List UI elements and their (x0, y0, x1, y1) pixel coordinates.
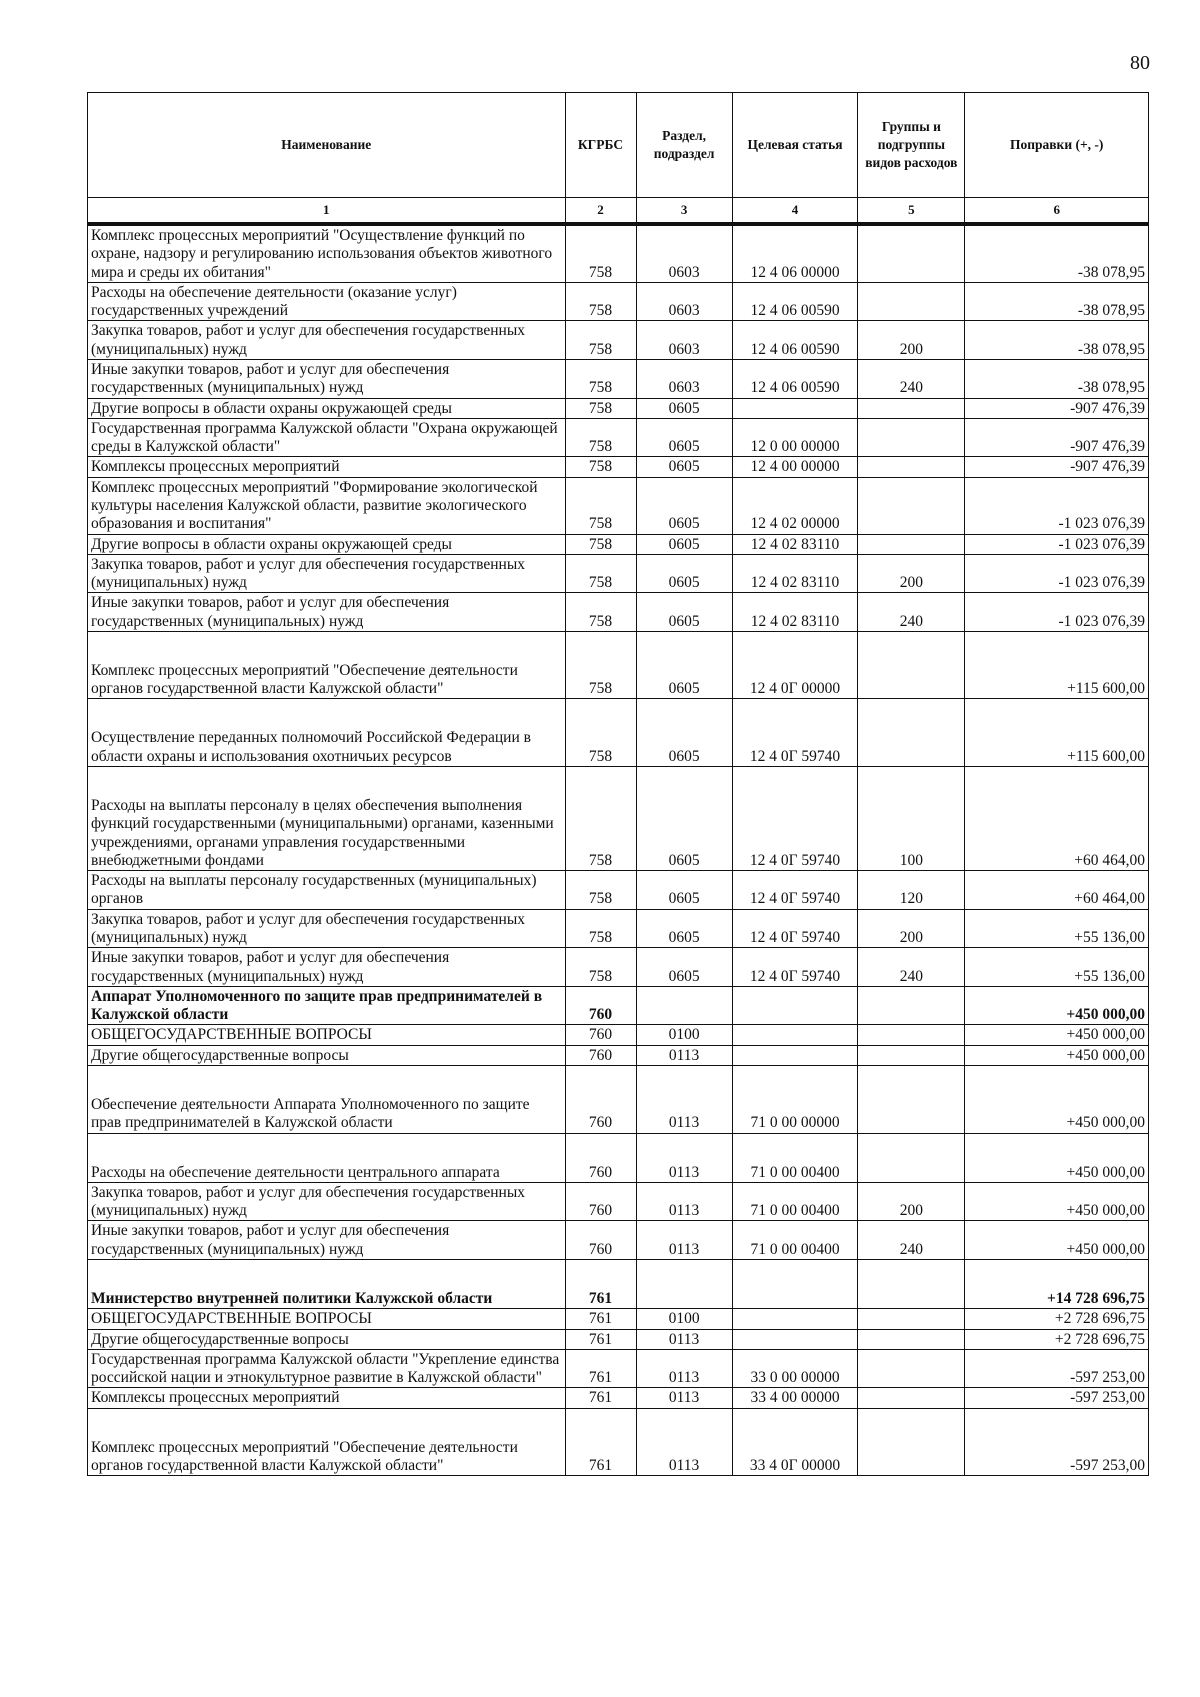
spacer-cell (732, 699, 858, 729)
table-row (88, 871, 1149, 910)
row-kgrbs-cell: 758 (565, 909, 636, 948)
column-number: 1 (88, 198, 566, 225)
table-row (88, 1025, 1149, 1045)
row-article-cell: 12 4 06 00590 (732, 282, 858, 321)
spacer-cell (565, 699, 636, 729)
row-kgrbs-cell: 758 (565, 554, 636, 593)
row-expense-group-cell (858, 661, 965, 699)
row-section-cell: 0603 (636, 321, 732, 360)
row-expense-group-cell (858, 1388, 965, 1408)
row-kgrbs-cell: 758 (565, 534, 636, 554)
row-section-cell: 0113 (636, 1163, 732, 1183)
header-name: Наименование (88, 93, 566, 198)
spacer-row (88, 1133, 1149, 1163)
row-section-cell: 0605 (636, 728, 732, 766)
row-kgrbs-cell: 758 (565, 728, 636, 766)
row-amount-cell: -38 078,95 (965, 282, 1149, 321)
row-article-cell (732, 1045, 858, 1065)
table-row (88, 909, 1149, 948)
row-amount-cell: -597 253,00 (965, 1438, 1149, 1476)
spacer-row (88, 1065, 1149, 1095)
row-expense-group-cell: 240 (858, 593, 965, 632)
row-kgrbs-cell: 760 (565, 1025, 636, 1045)
row-expense-group-cell (858, 1349, 965, 1388)
spacer-cell (732, 1133, 858, 1163)
table-row (88, 796, 1149, 871)
row-name-cell: Другие общегосударственные вопросы (88, 1045, 566, 1065)
spacer-cell (636, 1259, 732, 1289)
row-kgrbs-cell: 758 (565, 282, 636, 321)
row-article-cell: 33 4 00 00000 (732, 1388, 858, 1408)
row-article-cell: 12 4 02 83110 (732, 554, 858, 593)
header-kgrbs: КГРБС (565, 93, 636, 198)
row-name-cell: Аппарат Уполномоченного по защите прав предпринимателей в Калужской области (88, 986, 566, 1025)
row-amount-cell: -1 023 076,39 (965, 534, 1149, 554)
row-name-cell: Иные закупки товаров, работ и услуг для обеспечения государственных (муниципальных) нужд (88, 1221, 566, 1260)
row-expense-group-cell (858, 1309, 965, 1329)
spacer-cell (965, 631, 1149, 661)
row-section-cell: 0100 (636, 1025, 732, 1045)
row-article-cell: 12 4 0Г 59740 (732, 871, 858, 910)
spacer-cell (88, 1065, 566, 1095)
row-section-cell: 0605 (636, 871, 732, 910)
row-kgrbs-cell: 758 (565, 321, 636, 360)
spacer-cell (858, 699, 965, 729)
row-kgrbs-cell: 761 (565, 1438, 636, 1476)
column-number: 4 (732, 198, 858, 225)
row-name-cell: Обеспечение деятельности Аппарата Уполномоченного по защите прав предпринимателей в Калужской области (88, 1095, 566, 1133)
spacer-cell (88, 631, 566, 661)
spacer-cell (88, 1259, 566, 1289)
spacer-cell (636, 631, 732, 661)
row-kgrbs-cell: 760 (565, 1045, 636, 1065)
row-amount-cell: +450 000,00 (965, 1025, 1149, 1045)
table-row (88, 1349, 1149, 1388)
table-row (88, 1388, 1149, 1408)
row-amount-cell: +450 000,00 (965, 1182, 1149, 1221)
row-name-cell: ОБЩЕГОСУДАРСТВЕННЫЕ ВОПРОСЫ (88, 1309, 566, 1329)
row-amount-cell: +2 728 696,75 (965, 1329, 1149, 1349)
column-number: 6 (965, 198, 1149, 225)
row-name-cell: Комплекс процессных мероприятий "Обеспечение деятельности органов государственной власти Калужской области" (88, 1438, 566, 1476)
row-section-cell: 0603 (636, 224, 732, 282)
spacer-cell (636, 767, 732, 797)
row-name-cell: Осуществление переданных полномочий Российской Федерации в области охраны и использования охотничьих ресурсов (88, 728, 566, 766)
row-expense-group-cell (858, 1438, 965, 1476)
row-kgrbs-cell: 760 (565, 1182, 636, 1221)
row-section-cell: 0603 (636, 359, 732, 398)
row-amount-cell: +450 000,00 (965, 1095, 1149, 1133)
column-number: 5 (858, 198, 965, 225)
row-expense-group-cell (858, 224, 965, 282)
row-name-cell: Министерство внутренней политики Калужской области (88, 1289, 566, 1309)
row-name-cell: Комплекс процессных мероприятий "Осуществление функций по охране, надзору и регулированию использования объектов животного мира и среды их обитания" (88, 224, 566, 282)
row-article-cell: 33 0 00 00000 (732, 1349, 858, 1388)
row-article-cell (732, 986, 858, 1025)
row-expense-group-cell: 100 (858, 796, 965, 871)
spacer-cell (732, 767, 858, 797)
row-kgrbs-cell: 758 (565, 871, 636, 910)
row-name-cell: Государственная программа Калужской области "Охрана окружающей среды в Калужской области" (88, 418, 566, 457)
row-section-cell: 0100 (636, 1309, 732, 1329)
spacer-cell (858, 1065, 965, 1095)
table-row (88, 534, 1149, 554)
header-article: Целевая статья (732, 93, 858, 198)
row-amount-cell: -1 023 076,39 (965, 593, 1149, 632)
row-name-cell: Комплекс процессных мероприятий "Обеспечение деятельности органов государственной власти Калужской области" (88, 661, 566, 699)
row-kgrbs-cell: 761 (565, 1309, 636, 1329)
table-row (88, 457, 1149, 477)
spacer-cell (965, 1133, 1149, 1163)
table-body (88, 224, 1149, 1476)
row-amount-cell: +450 000,00 (965, 1221, 1149, 1260)
spacer-cell (965, 699, 1149, 729)
row-article-cell: 12 4 06 00000 (732, 224, 858, 282)
row-amount-cell: -597 253,00 (965, 1388, 1149, 1408)
table-row (88, 1163, 1149, 1183)
spacer-cell (858, 1408, 965, 1438)
row-name-cell: Другие вопросы в области охраны окружающей среды (88, 534, 566, 554)
row-expense-group-cell: 200 (858, 1182, 965, 1221)
row-section-cell: 0113 (636, 1221, 732, 1260)
spacer-cell (965, 767, 1149, 797)
row-expense-group-cell (858, 398, 965, 418)
row-section-cell: 0113 (636, 1349, 732, 1388)
row-expense-group-cell: 240 (858, 359, 965, 398)
spacer-cell (88, 1408, 566, 1438)
row-kgrbs-cell: 758 (565, 661, 636, 699)
row-expense-group-cell: 200 (858, 909, 965, 948)
row-section-cell: 0605 (636, 909, 732, 948)
column-number: 2 (565, 198, 636, 225)
row-name-cell: Комплексы процессных мероприятий (88, 1388, 566, 1408)
row-kgrbs-cell: 758 (565, 796, 636, 871)
spacer-cell (88, 1133, 566, 1163)
row-section-cell: 0605 (636, 948, 732, 987)
spacer-cell (565, 1408, 636, 1438)
spacer-row (88, 767, 1149, 797)
row-expense-group-cell: 120 (858, 871, 965, 910)
row-amount-cell: +450 000,00 (965, 1163, 1149, 1183)
row-expense-group-cell (858, 534, 965, 554)
row-article-cell: 71 0 00 00400 (732, 1221, 858, 1260)
row-expense-group-cell (858, 986, 965, 1025)
column-number: 3 (636, 198, 732, 225)
spacer-row (88, 699, 1149, 729)
table-row (88, 1438, 1149, 1476)
page-number: 80 (1130, 52, 1150, 74)
row-kgrbs-cell: 760 (565, 986, 636, 1025)
spacer-row (88, 1408, 1149, 1438)
row-amount-cell: -597 253,00 (965, 1349, 1149, 1388)
row-section-cell: 0605 (636, 554, 732, 593)
row-section-cell: 0605 (636, 796, 732, 871)
row-kgrbs-cell: 761 (565, 1329, 636, 1349)
row-amount-cell: -907 476,39 (965, 457, 1149, 477)
row-name-cell: Расходы на выплаты персоналу в целях обеспечения выполнения функций государственными (муниципальными) органами, казенными учреждениями, органами управления государственными внебюджетными фондами (88, 796, 566, 871)
table-row (88, 418, 1149, 457)
row-expense-group-cell (858, 728, 965, 766)
table-row (88, 224, 1149, 282)
row-amount-cell: +14 728 696,75 (965, 1289, 1149, 1309)
row-section-cell: 0605 (636, 398, 732, 418)
spacer-cell (858, 1133, 965, 1163)
spacer-cell (565, 631, 636, 661)
spacer-cell (965, 1259, 1149, 1289)
row-amount-cell: -907 476,39 (965, 418, 1149, 457)
row-kgrbs-cell: 758 (565, 418, 636, 457)
row-section-cell (636, 986, 732, 1025)
table-row (88, 1182, 1149, 1221)
row-amount-cell: +450 000,00 (965, 986, 1149, 1025)
row-amount-cell: -38 078,95 (965, 321, 1149, 360)
row-article-cell: 12 4 0Г 59740 (732, 796, 858, 871)
table-row (88, 477, 1149, 534)
budget-amendments-table (87, 92, 1149, 1476)
row-article-cell: 12 4 0Г 59740 (732, 948, 858, 987)
row-kgrbs-cell: 758 (565, 477, 636, 534)
row-expense-group-cell (858, 282, 965, 321)
row-section-cell: 0113 (636, 1182, 732, 1221)
row-kgrbs-cell: 761 (565, 1388, 636, 1408)
table-row (88, 661, 1149, 699)
row-article-cell: 12 4 02 00000 (732, 477, 858, 534)
row-article-cell: 12 4 06 00590 (732, 321, 858, 360)
row-kgrbs-cell: 758 (565, 593, 636, 632)
row-kgrbs-cell: 761 (565, 1289, 636, 1309)
row-article-cell: 71 0 00 00000 (732, 1095, 858, 1133)
row-article-cell (732, 1329, 858, 1349)
row-kgrbs-cell: 760 (565, 1221, 636, 1260)
row-expense-group-cell (858, 1025, 965, 1045)
row-section-cell: 0605 (636, 593, 732, 632)
spacer-cell (636, 699, 732, 729)
spacer-cell (636, 1408, 732, 1438)
row-amount-cell: +55 136,00 (965, 909, 1149, 948)
row-expense-group-cell: 240 (858, 948, 965, 987)
spacer-cell (858, 631, 965, 661)
row-section-cell: 0605 (636, 661, 732, 699)
row-section-cell: 0605 (636, 534, 732, 554)
row-article-cell (732, 1025, 858, 1045)
row-expense-group-cell (858, 418, 965, 457)
row-section-cell: 0113 (636, 1388, 732, 1408)
row-expense-group-cell (858, 1045, 965, 1065)
table-row (88, 359, 1149, 398)
row-amount-cell: +55 136,00 (965, 948, 1149, 987)
row-article-cell: 71 0 00 00400 (732, 1182, 858, 1221)
row-article-cell: 33 4 0Г 00000 (732, 1438, 858, 1476)
header-section: Раздел, подраздел (636, 93, 732, 198)
row-name-cell: Закупка товаров, работ и услуг для обеспечения государственных (муниципальных) нужд (88, 321, 566, 360)
row-amount-cell: +115 600,00 (965, 661, 1149, 699)
row-section-cell: 0113 (636, 1329, 732, 1349)
row-article-cell (732, 1289, 858, 1309)
row-expense-group-cell: 240 (858, 1221, 965, 1260)
spacer-cell (88, 767, 566, 797)
row-name-cell: Закупка товаров, работ и услуг для обеспечения государственных (муниципальных) нужд (88, 909, 566, 948)
row-amount-cell: -38 078,95 (965, 359, 1149, 398)
row-kgrbs-cell: 758 (565, 359, 636, 398)
row-article-cell: 12 4 06 00590 (732, 359, 858, 398)
spacer-cell (732, 1065, 858, 1095)
row-article-cell: 71 0 00 00400 (732, 1163, 858, 1183)
row-name-cell: Закупка товаров, работ и услуг для обеспечения государственных (муниципальных) нужд (88, 1182, 566, 1221)
row-amount-cell: +60 464,00 (965, 796, 1149, 871)
spacer-cell (858, 1259, 965, 1289)
row-expense-group-cell (858, 1289, 965, 1309)
row-section-cell: 0605 (636, 457, 732, 477)
spacer-cell (965, 1408, 1149, 1438)
row-amount-cell: -1 023 076,39 (965, 554, 1149, 593)
row-kgrbs-cell: 758 (565, 457, 636, 477)
row-kgrbs-cell: 758 (565, 224, 636, 282)
row-amount-cell: -1 023 076,39 (965, 477, 1149, 534)
row-amount-cell: +2 728 696,75 (965, 1309, 1149, 1329)
row-section-cell (636, 1289, 732, 1309)
header-amendments: Поправки (+, -) (965, 93, 1149, 198)
spacer-cell (732, 1259, 858, 1289)
row-amount-cell: -38 078,95 (965, 224, 1149, 282)
table-row (88, 1095, 1149, 1133)
row-section-cell: 0605 (636, 418, 732, 457)
row-name-cell: Комплексы процессных мероприятий (88, 457, 566, 477)
spacer-cell (565, 1133, 636, 1163)
row-article-cell: 12 4 02 83110 (732, 534, 858, 554)
table-row (88, 1329, 1149, 1349)
row-article-cell: 12 4 0Г 59740 (732, 728, 858, 766)
row-kgrbs-cell: 758 (565, 398, 636, 418)
row-expense-group-cell: 200 (858, 554, 965, 593)
row-name-cell: Государственная программа Калужской области "Укрепление единства российской нации и этнокультурное развитие в Калужской области" (88, 1349, 566, 1388)
row-name-cell: Расходы на обеспечение деятельности центрального аппарата (88, 1163, 566, 1183)
spacer-row (88, 1259, 1149, 1289)
row-section-cell: 0605 (636, 477, 732, 534)
row-name-cell: Расходы на выплаты персоналу государственных (муниципальных) органов (88, 871, 566, 910)
row-kgrbs-cell: 760 (565, 1163, 636, 1183)
row-article-cell: 12 0 00 00000 (732, 418, 858, 457)
row-amount-cell: -907 476,39 (965, 398, 1149, 418)
row-name-cell: Другие общегосударственные вопросы (88, 1329, 566, 1349)
spacer-cell (636, 1065, 732, 1095)
row-article-cell: 12 4 0Г 00000 (732, 661, 858, 699)
row-name-cell: Закупка товаров, работ и услуг для обеспечения государственных (муниципальных) нужд (88, 554, 566, 593)
row-name-cell: Иные закупки товаров, работ и услуг для обеспечения государственных (муниципальных) нужд (88, 359, 566, 398)
row-amount-cell: +115 600,00 (965, 728, 1149, 766)
row-name-cell: Расходы на обеспечение деятельности (оказание услуг) государственных учреждений (88, 282, 566, 321)
row-name-cell: ОБЩЕГОСУДАРСТВЕННЫЕ ВОПРОСЫ (88, 1025, 566, 1045)
table-row (88, 986, 1149, 1025)
row-name-cell: Иные закупки товаров, работ и услуг для обеспечения государственных (муниципальных) нужд (88, 948, 566, 987)
row-amount-cell: +450 000,00 (965, 1045, 1149, 1065)
row-amount-cell: +60 464,00 (965, 871, 1149, 910)
table-row (88, 1045, 1149, 1065)
row-article-cell: 12 4 02 83110 (732, 593, 858, 632)
table-row (88, 321, 1149, 360)
row-expense-group-cell (858, 1329, 965, 1349)
spacer-cell (965, 1065, 1149, 1095)
spacer-cell (565, 1259, 636, 1289)
spacer-cell (732, 1408, 858, 1438)
row-section-cell: 0113 (636, 1095, 732, 1133)
spacer-cell (636, 1133, 732, 1163)
table-row (88, 1309, 1149, 1329)
row-article-cell: 12 4 0Г 59740 (732, 909, 858, 948)
row-kgrbs-cell: 758 (565, 948, 636, 987)
spacer-cell (858, 767, 965, 797)
row-kgrbs-cell: 760 (565, 1095, 636, 1133)
spacer-cell (565, 1065, 636, 1095)
row-expense-group-cell: 200 (858, 321, 965, 360)
spacer-cell (732, 631, 858, 661)
row-article-cell: 12 4 00 00000 (732, 457, 858, 477)
row-expense-group-cell (858, 457, 965, 477)
table-row (88, 948, 1149, 987)
table-row (88, 398, 1149, 418)
row-expense-group-cell (858, 1095, 965, 1133)
table-row (88, 1221, 1149, 1260)
table-row (88, 554, 1149, 593)
table-row (88, 282, 1149, 321)
row-expense-group-cell (858, 1163, 965, 1183)
row-name-cell: Иные закупки товаров, работ и услуг для обеспечения государственных (муниципальных) нужд (88, 593, 566, 632)
row-name-cell: Комплекс процессных мероприятий "Формирование экологической культуры населения Калужской области, развитие экологического образования и воспитания" (88, 477, 566, 534)
header-expense-group: Группы и подгруппы видов расходов (858, 93, 965, 198)
row-section-cell: 0113 (636, 1438, 732, 1476)
spacer-cell (565, 767, 636, 797)
row-article-cell (732, 398, 858, 418)
row-expense-group-cell (858, 477, 965, 534)
row-kgrbs-cell: 761 (565, 1349, 636, 1388)
spacer-row (88, 631, 1149, 661)
table-row (88, 1289, 1149, 1309)
row-section-cell: 0113 (636, 1045, 732, 1065)
row-section-cell: 0603 (636, 282, 732, 321)
spacer-cell (88, 699, 566, 729)
row-name-cell: Другие вопросы в области охраны окружающей среды (88, 398, 566, 418)
row-article-cell (732, 1309, 858, 1329)
table-row (88, 728, 1149, 766)
table-row (88, 593, 1149, 632)
